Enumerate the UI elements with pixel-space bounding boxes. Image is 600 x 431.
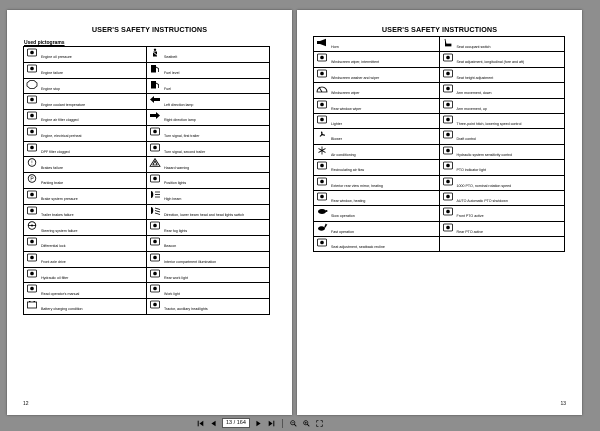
trailer-signal-icon — [149, 143, 161, 152]
pictogram-label: Direction, lower beam head and head lights switch — [164, 212, 245, 217]
pictogram-table — [23, 46, 270, 315]
rear-defrost-icon — [316, 192, 328, 201]
pictogram-cell — [24, 79, 147, 95]
pictogram-cell — [314, 160, 440, 175]
trailer-signal-icon — [149, 127, 161, 136]
seat-adjust-icon — [442, 53, 454, 62]
pictogram-cell — [24, 94, 147, 110]
rear-work-light-icon — [149, 269, 161, 278]
last-page-button[interactable] — [267, 419, 276, 428]
fan-icon — [316, 130, 328, 139]
manual-icon — [26, 284, 38, 293]
hydraulic-oil-filter-icon — [26, 269, 38, 278]
pictogram-cell — [314, 222, 440, 237]
interior-light-icon — [149, 253, 161, 262]
arm-down-icon — [442, 84, 454, 93]
lighter-icon — [316, 115, 328, 124]
pictogram-cell — [440, 176, 566, 191]
page-number: 13 — [560, 401, 566, 407]
work-light-icon — [149, 284, 161, 293]
seat-height-icon — [442, 69, 454, 78]
snowflake-icon — [316, 146, 328, 155]
pictogram-cell — [440, 52, 566, 67]
pictogram-label: Front axle drive — [41, 260, 66, 265]
diff-lock-icon — [26, 237, 38, 246]
wiper-intermittent-icon — [316, 53, 328, 62]
diff-lock-icon — [26, 237, 38, 246]
draft-control-icon — [442, 130, 454, 139]
rabbit-icon — [316, 223, 328, 232]
zoom-out-icon — [290, 420, 297, 427]
seat-adjust-icon — [442, 53, 454, 62]
pictogram-label: Windscreen washer and wiper — [331, 75, 380, 80]
section-subtitle: Used pictograms — [24, 40, 65, 46]
parking-brake-icon — [26, 174, 38, 183]
turtle-icon — [316, 207, 328, 216]
trailer-signal-icon — [149, 127, 161, 136]
arrow-left-icon — [149, 95, 161, 104]
hydraulic-oil-filter-icon — [26, 269, 38, 278]
fog-light-icon — [149, 221, 161, 230]
arrow-right-icon — [149, 111, 161, 120]
pictogram-label: Seat occupant switch — [456, 44, 491, 49]
toolbar-divider — [282, 419, 283, 428]
fullscreen-icon — [316, 420, 323, 427]
rear-defrost-icon — [316, 192, 328, 201]
next-page-icon — [255, 420, 262, 427]
svg-text:P: P — [30, 176, 34, 183]
pictogram-label: Engine air filter clogged — [41, 118, 79, 123]
pto-speed-icon — [442, 177, 454, 186]
pictogram-label: Front PTO active — [456, 214, 484, 219]
seatbelt-icon — [149, 48, 161, 57]
front-pto-icon — [442, 207, 454, 216]
stop-sign-icon — [26, 80, 38, 89]
oil-can-icon — [26, 48, 38, 57]
pictogram-cell — [147, 173, 270, 189]
pictogram-cell — [24, 205, 147, 221]
fullscreen-button[interactable] — [315, 419, 324, 428]
pictogram-cell — [440, 129, 566, 144]
pictogram-label: Hydraulic system sensitivity control — [456, 152, 513, 157]
pictogram-cell — [147, 268, 270, 284]
pictogram-label: Steering system failure — [41, 228, 78, 233]
pictogram-label: Trailer brakes failure — [41, 212, 74, 217]
pictogram-cell — [314, 145, 440, 160]
pictogram-cell — [440, 68, 566, 83]
pictogram-label: Rear PTO active — [456, 229, 483, 234]
hitch-icon — [442, 115, 454, 124]
pictogram-label: Tractor, auxiliary headlights — [164, 307, 208, 312]
pictogram-label: Differential lock — [41, 244, 66, 249]
pictogram-label: Hazard warning — [164, 165, 190, 170]
arm-up-icon — [442, 100, 454, 109]
rear-pto-icon — [442, 223, 454, 232]
air-filter-icon — [26, 111, 38, 120]
pictogram-label: Recirculating air flow — [331, 168, 365, 173]
pictogram-label: Right direction lamp — [164, 118, 196, 123]
pictogram-cell — [24, 173, 147, 189]
pictogram-label: Parking brake — [41, 181, 64, 186]
hazard-icon — [149, 158, 161, 167]
washer-icon — [316, 69, 328, 78]
page-number: 12 — [23, 401, 29, 407]
pictogram-cell — [440, 206, 566, 221]
next-page-button[interactable] — [254, 419, 263, 428]
rear-pto-icon — [442, 223, 454, 232]
pictogram-cell — [314, 83, 440, 98]
seat-height-icon — [442, 69, 454, 78]
interior-light-icon — [149, 253, 161, 262]
rear-wiper-icon — [316, 100, 328, 109]
zoom-in-icon — [303, 420, 310, 427]
pictogram-cell — [24, 63, 147, 79]
right-page — [297, 10, 582, 415]
pictogram-label: PTO indicator light — [456, 168, 486, 173]
viewer-toolbar — [196, 417, 406, 429]
pictogram-cell — [314, 68, 440, 83]
wiper-icon — [316, 84, 328, 93]
battery-icon — [26, 300, 38, 309]
svg-text:!: ! — [31, 160, 33, 167]
draft-control-icon — [442, 130, 454, 139]
pictogram-label: Engine coolant temperature — [41, 102, 86, 107]
pictogram-label: Seat adjustment, seatback recline — [331, 245, 385, 250]
page-indicator[interactable] — [222, 418, 250, 428]
hitch-icon — [442, 115, 454, 124]
pictogram-label: Rear window, heating — [331, 198, 366, 203]
pictogram-cell — [314, 114, 440, 129]
turtle-icon — [316, 207, 328, 216]
pictogram-cell — [147, 47, 270, 63]
pictogram-cell — [24, 126, 147, 142]
zoom-out-button[interactable] — [289, 419, 298, 428]
pictogram-label: Left direction lamp — [164, 102, 194, 107]
thermometer-icon — [26, 95, 38, 104]
left-page — [7, 10, 292, 415]
pto-speed-icon — [442, 177, 454, 186]
brake-failure-icon — [26, 158, 38, 167]
pictogram-label: Seat adjustment, longitudinal (fore and aft) — [456, 60, 525, 65]
pictogram-label: Rear window wiper — [331, 106, 362, 111]
glow-plug-icon — [26, 127, 38, 136]
pictogram-cell — [24, 220, 147, 236]
pictogram-cell — [440, 160, 566, 175]
recirculation-icon — [316, 161, 328, 170]
pictogram-label: Air conditioning — [331, 152, 356, 157]
pictogram-cell — [147, 79, 270, 95]
pictogram-label: Seat height adjustment — [456, 75, 494, 80]
high-beam-icon — [149, 190, 161, 199]
air-filter-icon — [26, 111, 38, 120]
pictogram-cell — [440, 191, 566, 206]
pictogram-label: Draft control — [456, 137, 477, 142]
seat-icon — [442, 38, 454, 47]
arrow-right-icon — [149, 111, 161, 120]
pictogram-cell — [24, 110, 147, 126]
hazard-icon — [149, 158, 161, 167]
pictogram-label: Turn signal, second trailer — [164, 149, 206, 154]
seat-backrest-icon — [316, 238, 328, 247]
front-axle-icon — [26, 253, 38, 262]
dpf-icon — [26, 143, 38, 152]
work-light-icon — [149, 284, 161, 293]
brake-pressure-icon — [26, 190, 38, 199]
horn-icon — [316, 38, 328, 47]
low-beam-icon — [149, 206, 161, 215]
recirculation-icon — [316, 161, 328, 170]
pictogram-label: Brake system pressure — [41, 197, 78, 202]
pictogram-cell — [147, 189, 270, 205]
pictogram-label: Read operator's manual — [41, 291, 80, 296]
pto-auto-icon — [442, 192, 454, 201]
pictogram-label: Fuel level — [164, 71, 180, 76]
wiper-icon — [316, 84, 328, 93]
oil-can-icon — [26, 48, 38, 57]
pto-auto-icon — [442, 192, 454, 201]
first-page-button[interactable] — [196, 419, 205, 428]
pictogram-label: Lighter — [331, 121, 342, 126]
pictogram-cell — [147, 126, 270, 142]
dpf-icon — [26, 143, 38, 152]
pictogram-label: Engine oil pressure — [41, 55, 72, 60]
fuel-pump-icon — [149, 64, 161, 73]
pictogram-table — [313, 36, 565, 252]
fuel-pump-icon — [149, 64, 161, 73]
pictogram-label: Beacon — [164, 244, 177, 249]
pictogram-label: Rear fog lights — [164, 228, 188, 233]
heated-mirror-icon — [316, 177, 328, 186]
pictogram-label: Turn signal, first trailer — [164, 134, 200, 139]
glow-plug-icon — [26, 127, 38, 136]
pictogram-label: Fuel — [164, 86, 171, 91]
washer-icon — [316, 69, 328, 78]
high-beam-icon — [149, 190, 161, 199]
pictogram-label: High beam — [164, 197, 182, 202]
sensitivity-icon — [442, 146, 454, 155]
headlights-icon — [149, 300, 161, 309]
pictogram-label: Arm movement, down — [456, 91, 492, 96]
front-pto-icon — [442, 207, 454, 216]
pictogram-cell — [24, 142, 147, 158]
pictogram-cell — [147, 220, 270, 236]
front-axle-icon — [26, 253, 38, 262]
trailer-signal-icon — [149, 143, 161, 152]
battery-icon — [26, 300, 38, 309]
pictogram-cell — [147, 236, 270, 252]
pto-icon — [442, 161, 454, 170]
pictogram-cell — [24, 157, 147, 173]
position-lights-icon — [149, 174, 161, 183]
arm-down-icon — [442, 84, 454, 93]
pictogram-label: Windscreen wiper, intermittent — [331, 60, 380, 65]
pictogram-cell — [147, 299, 270, 315]
pictogram-cell — [314, 206, 440, 221]
pto-icon — [442, 161, 454, 170]
stop-sign-icon — [26, 80, 38, 89]
position-lights-icon — [149, 174, 161, 183]
pictogram-cell — [24, 236, 147, 252]
pictogram-cell — [440, 145, 566, 160]
steering-wheel-icon — [26, 221, 38, 230]
thermometer-icon — [26, 95, 38, 104]
pictogram-cell — [147, 157, 270, 173]
pictogram-label: Seatbelt — [164, 55, 178, 60]
pictogram-cell — [147, 94, 270, 110]
manual-icon — [26, 284, 38, 293]
pictogram-label: Horn — [331, 44, 339, 49]
pictogram-cell — [440, 83, 566, 98]
pictogram-cell — [147, 283, 270, 299]
rabbit-icon — [316, 223, 328, 232]
pictogram-cell — [440, 222, 566, 237]
pictogram-label: AUTO Automatic PTO shutdown — [456, 198, 508, 203]
pictogram-label: Exterior rear view mirror, heating — [331, 183, 383, 188]
pictogram-cell — [314, 237, 440, 252]
pictogram-cell — [314, 129, 440, 144]
page-title: USER'S SAFETY INSTRUCTIONS — [91, 25, 208, 34]
prev-page-button[interactable] — [209, 419, 218, 428]
sensitivity-icon — [442, 146, 454, 155]
pictogram-cell — [440, 237, 566, 252]
headlights-icon — [149, 300, 161, 309]
lighter-icon — [316, 115, 328, 124]
low-beam-icon — [149, 206, 161, 215]
brake-pressure-icon — [26, 190, 38, 199]
pictogram-label: Position lights — [164, 181, 187, 186]
pictogram-cell — [147, 63, 270, 79]
steering-wheel-icon — [26, 221, 38, 230]
seat-backrest-icon — [316, 238, 328, 247]
pictogram-label: Work light — [164, 291, 180, 296]
pictogram-cell — [314, 191, 440, 206]
pictogram-label: Fast operation — [331, 229, 354, 234]
pictogram-label: Hydraulic oil filter — [41, 275, 69, 280]
beacon-icon — [149, 237, 161, 246]
pictogram-cell — [440, 114, 566, 129]
pictogram-cell — [314, 176, 440, 191]
pictogram-label: Engine failure — [41, 71, 63, 76]
beacon-icon — [149, 237, 161, 246]
pictogram-cell — [440, 99, 566, 114]
pictogram-cell — [24, 283, 147, 299]
horn-icon — [316, 38, 328, 47]
trailer-brake-icon — [26, 206, 38, 215]
pictogram-cell — [314, 52, 440, 67]
rear-work-light-icon — [149, 269, 161, 278]
brake-failure-icon — [26, 158, 38, 167]
pictogram-cell — [24, 47, 147, 63]
arm-up-icon — [442, 100, 454, 109]
page-title: USER'S SAFETY INSTRUCTIONS — [381, 25, 498, 34]
pictogram-label: Blower — [331, 137, 342, 142]
pictogram-label: Arm movement, up — [456, 106, 487, 111]
parking-brake-icon — [26, 174, 38, 183]
pictogram-cell — [24, 189, 147, 205]
pictogram-label: Engine stop — [41, 86, 60, 91]
engine-icon — [26, 64, 38, 73]
rear-wiper-icon — [316, 100, 328, 109]
fuel-pump-icon — [149, 80, 161, 89]
pictogram-cell — [314, 37, 440, 52]
arrow-left-icon — [149, 95, 161, 104]
last-page-icon — [268, 420, 275, 427]
pictogram-cell — [440, 37, 566, 52]
pictogram-label: Interior compartment illumination — [164, 260, 217, 265]
fog-light-icon — [149, 221, 161, 230]
pictogram-cell — [147, 110, 270, 126]
pictogram-label: Slow operation — [331, 214, 355, 219]
pictogram-cell — [147, 252, 270, 268]
pictogram-cell — [24, 268, 147, 284]
heated-mirror-icon — [316, 177, 328, 186]
pictogram-label: Brakes failure — [41, 165, 63, 170]
pictogram-label: DPF filter clogged — [41, 149, 70, 154]
pictogram-label: Engine, electrical preheat — [41, 134, 82, 139]
pictogram-label: 1000 PTO, nominal rotation speed — [456, 183, 512, 188]
seat-icon — [442, 38, 454, 47]
trailer-brake-icon — [26, 206, 38, 215]
pictogram-label: Battery charging condition — [41, 307, 83, 312]
pictogram-cell — [314, 99, 440, 114]
seatbelt-icon — [149, 48, 161, 57]
pictogram-label: Rear work light — [164, 275, 188, 280]
snowflake-icon — [316, 146, 328, 155]
engine-icon — [26, 64, 38, 73]
pictogram-label: Three-point hitch, lowering speed control — [456, 121, 522, 126]
wiper-intermittent-icon — [316, 53, 328, 62]
pictogram-label: Windscreen wiper — [331, 91, 360, 96]
pictogram-cell — [147, 205, 270, 221]
fuel-pump-icon — [149, 80, 161, 89]
pictogram-cell — [24, 299, 147, 315]
zoom-in-button[interactable] — [302, 419, 311, 428]
page-indicator-text: 13 / 164 — [226, 420, 246, 426]
fan-icon — [316, 130, 328, 139]
pictogram-cell — [147, 142, 270, 158]
prev-page-icon — [210, 420, 217, 427]
first-page-icon — [197, 420, 204, 427]
pictogram-cell — [24, 252, 147, 268]
